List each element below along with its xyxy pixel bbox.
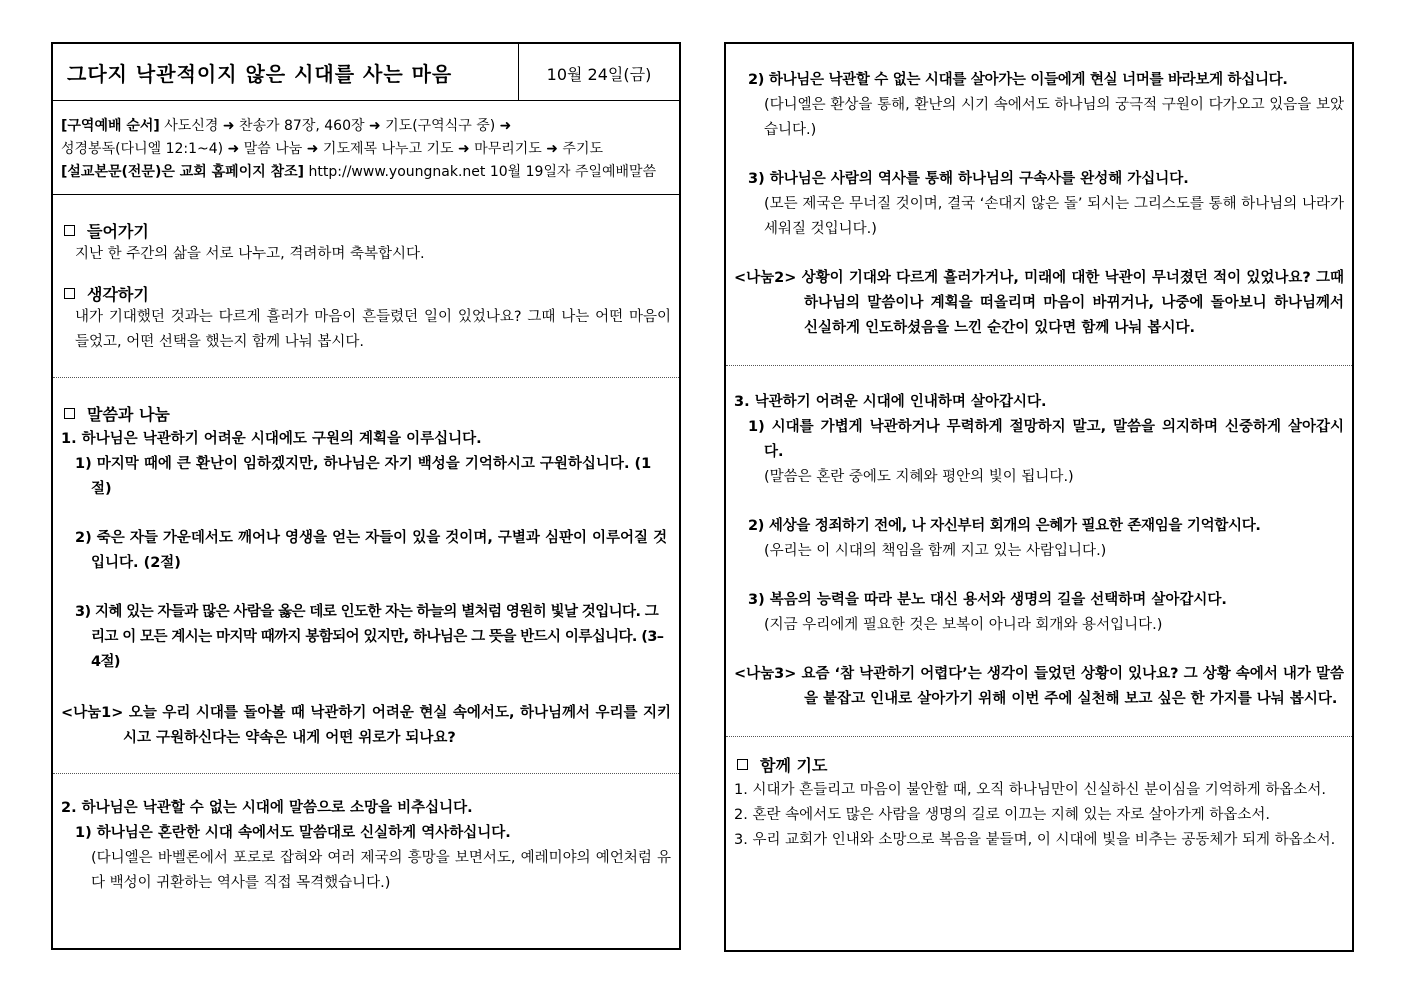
order-label: [구역예배 순서]	[61, 118, 160, 134]
point-3-3-note: (지금 우리에게 필요한 것은 보복이 아니라 회개와 용서입니다.)	[764, 617, 1163, 633]
point-2-2: 2) 하나님은 낙관할 수 없는 시대를 살아가는 이들에게 현실 너머를 바라보게 하십니다.	[748, 72, 1288, 88]
point-3-3: 3) 복음의 능력을 따라 분노 대신 용서와 생명의 길을 선택하며 살아갑시다.	[748, 592, 1227, 608]
point-2-title: 2. 하나님은 낙관할 수 없는 시대에 말씀으로 소망을 비추십니다.	[61, 800, 473, 816]
point-3-1-note: (말씀은 혼란 중에도 지혜와 평안의 빛이 됩니다.)	[764, 469, 1074, 485]
point-2-3-note: (모든 제국은 무너질 것이며, 결국 ‘손대지 않은 돌’ 되시는 그리스도를 통해 하나님의 나라가 세워질 것입니다.)	[764, 196, 1344, 237]
point-1-2: 2) 죽은 자들 가운데서도 깨어나 영생을 얻는 자들이 있을 것이며, 구별과 심판이 이루어질 것입니다. (2절)	[75, 530, 668, 571]
left-page	[51, 42, 681, 950]
sermon-ref-label: [설교본문(전문)은 교회 홈페이지 참조]	[61, 164, 305, 180]
checkbox-square-icon	[64, 225, 75, 236]
prayer-item-3: 3. 우리 교회가 인내와 소망으로 복음을 붙들며, 이 시대에 빛을 비추는 공동체가 되게 하옵소서.	[734, 832, 1336, 848]
order-line-2: 성경봉독(다니엘 12:1~4) ➜ 말씀 나눔 ➜ 기도제목 나누고 기도 ➜ 마무리기도 ➜ 주기도	[61, 141, 603, 157]
word-section-3	[726, 366, 1352, 737]
word-section-2-cont	[726, 44, 1352, 366]
point-3-2-note: (우리는 이 시대의 책임을 함께 지고 있는 사람입니다.)	[764, 543, 1107, 559]
point-2-1: 1) 하나님은 혼란한 시대 속에서도 말씀대로 신실하게 역사하십니다.	[75, 825, 511, 841]
intro-section	[53, 195, 679, 267]
prayer-item-2: 2. 혼란 속에서도 많은 사람을 생명의 길로 이끄는 지혜 있는 자로 살아가게 하옵소서.	[734, 807, 1270, 823]
point-1-title: 1. 하나님은 낙관하기 어려운 시대에도 구원의 계획을 이루십니다.	[61, 431, 482, 447]
share-1: <나눔1> 오늘 우리 시대를 돌아볼 때 낙관하기 어려운 현실 속에서도, 하나님께서 우리를 지키시고 구원하신다는 약속은 내게 어떤 위로가 되나요?	[61, 705, 671, 746]
checkbox-square-icon	[64, 288, 75, 299]
checkbox-square-icon	[737, 759, 748, 770]
point-3-1: 1) 시대를 가볍게 낙관하거나 무력하게 절망하지 말고, 말씀을 의지하며 신중하게 살아갑시다.	[748, 419, 1344, 460]
sermon-ref-text: http://www.youngnak.net 10월 19일자 주일예배말씀	[304, 164, 657, 180]
share-2: <나눔2> 상황이 기대와 다르게 흘러가거나, 미래에 대한 낙관이 무너졌던 적이 있었나요? 그때 하나님의 말씀이나 계획을 떠올리며 마음이 바뀌거나, 나중에 돌아보니 하나님께서 신실하게 인도하셨음을 느낀 순간이 있다면 함께 나눠 봅시다.	[734, 270, 1344, 336]
point-1-1: 1) 마지막 때에 큰 환난이 임하겠지만, 하나님은 자기 백성을 기억하시고 구원하십니다. (1절)	[75, 456, 652, 497]
worship-order	[53, 101, 679, 195]
point-1-3: 3) 지혜 있는 자들과 많은 사람을 옳은 데로 인도한 자는 하늘의 별처럼 영원히 빛날 것입니다. 그리고 이 모든 계시는 마지막 때까지 봉함되어 있지만, 하나님은 그 뜻을 반드시 이루십니다. (3–4절)	[75, 604, 664, 670]
think-heading: 생각하기	[87, 285, 149, 304]
date-label: 10월 24일(금)	[546, 65, 652, 84]
word-section-1	[53, 378, 679, 774]
checkbox-square-icon	[64, 408, 75, 419]
point-3-2: 2) 세상을 정죄하기 전에, 나 자신부터 회개의 은혜가 필요한 존재임을 기억합시다.	[748, 518, 1261, 534]
think-text: 내가 기대했던 것과는 다르게 흘러가 마음이 흔들렸던 일이 있었나요? 그때 나는 어떤 마음이 들었고, 어떤 선택을 했는지 함께 나눠 봅시다.	[75, 309, 671, 350]
intro-text: 지난 한 주간의 삶을 서로 나누고, 격려하며 축복합시다.	[75, 246, 425, 262]
intro-heading: 들어가기	[87, 222, 149, 241]
prayer-section	[726, 737, 1352, 853]
prayer-item-1: 1. 시대가 흔들리고 마음이 불안할 때, 오직 하나님만이 신실하신 분이심을 기억하게 하옵소서.	[734, 782, 1327, 798]
point-2-3: 3) 하나님은 사람의 역사를 통해 하나님의 구속사를 완성해 가십니다.	[748, 171, 1189, 187]
prayer-heading: 함께 기도	[760, 756, 828, 775]
word-section-2	[53, 774, 679, 896]
think-section	[53, 267, 679, 378]
header	[53, 44, 679, 101]
word-heading: 말씀과 나눔	[87, 405, 170, 424]
point-2-1-note: (다니엘은 바벨론에서 포로로 잡혀와 여러 제국의 흥망을 보면서도, 예레미야의 예언처럼 유다 백성이 귀환하는 역사를 직접 목격했습니다.)	[91, 850, 671, 891]
point-3-title: 3. 낙관하기 어려운 시대에 인내하며 살아갑시다.	[734, 394, 1047, 410]
order-line-1: 사도신경 ➜ 찬송가 87장, 460장 ➜ 기도(구역식구 중) ➜	[159, 118, 512, 134]
page-title: 그다지 낙관적이지 않은 시대를 사는 마음	[53, 44, 519, 100]
right-page	[724, 42, 1354, 952]
share-3: <나눔3> 요즘 ‘참 낙관하기 어렵다’는 생각이 들었던 상황이 있나요? 그 상황 속에서 내가 말씀을 붙잡고 인내로 살아가기 위해 이번 주에 실천해 보고 싶은 한 가지를 나눠 봅시다.	[734, 666, 1344, 707]
point-2-2-note: (다니엘은 환상을 통해, 환난의 시기 속에서도 하나님의 궁극적 구원이 다가오고 있음을 보았습니다.)	[764, 97, 1344, 138]
